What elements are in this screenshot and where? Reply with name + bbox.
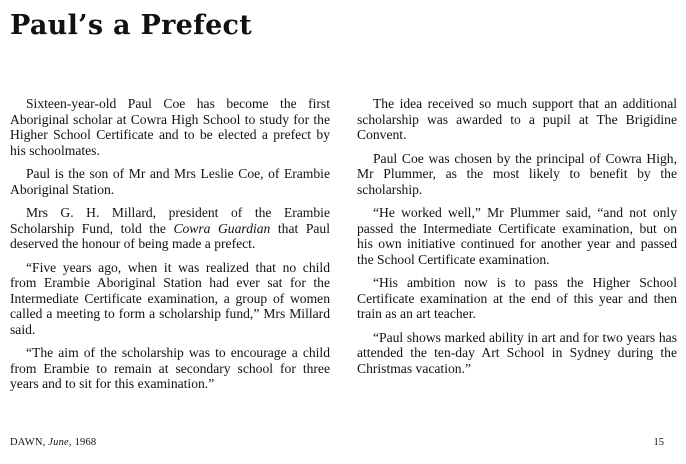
issue-year: 1968 bbox=[74, 437, 97, 448]
magazine-name: DAWN, bbox=[10, 437, 46, 448]
article-title: Paul’s a Prefect bbox=[10, 10, 253, 41]
paragraph: Sixteen-year-old Paul Coe has become the first Aboriginal scholar at Cowra High School to study for the Higher School Certificate and to be elected a prefect by his schoolmates. bbox=[10, 96, 330, 158]
paragraph bbox=[10, 205, 330, 252]
paragraph-text: that Paul deserved the honour of being made a prefect. bbox=[10, 220, 330, 251]
paragraph: “His ambition now is to pass the Higher School Certificate examination at the end of this year and then train as an art teacher. bbox=[357, 275, 677, 321]
paragraph: “Paul shows marked ability in art and for two years has attended the ten-day Art School in Sydney during the Christmas vacation.” bbox=[357, 329, 677, 376]
paragraph: Paul is the son of Mr and Mrs Leslie Coe, of Erambie Aboriginal Station. bbox=[10, 166, 330, 197]
paragraph: “He worked well,” Mr Plummer said, “and not only passed the Intermediate Certificate examination, but on his own initiative continued for another year and passed the School Certificate examination. bbox=[357, 205, 677, 267]
paragraph: “The aim of the scholarship was to encourage a child from Erambie to remain at secondary school for three years and to sit for this examination.” bbox=[10, 345, 330, 391]
footer-publication bbox=[10, 437, 96, 448]
paragraph: Paul Coe was chosen by the principal of Cowra High, Mr Plummer, as the most likely to benefit by the scholarship. bbox=[357, 150, 677, 197]
paragraph: The idea received so much support that an additional scholarship was awarded to a pupil at The Brigidine Convent. bbox=[357, 96, 677, 142]
paragraph: “Five years ago, when it was realized that no child from Erambie Aboriginal Station had ever sat for the Intermediate Certificate examination, a group of women called a meeting to form a scholarship fund,” Mrs Millard said. bbox=[10, 259, 330, 337]
paragraph-text: Mrs G. H. Millard, president of the Erambie Scholarship Fund, told the bbox=[10, 205, 330, 236]
left-column bbox=[10, 96, 330, 400]
page-number: 15 bbox=[653, 437, 664, 448]
issue-month: June, bbox=[48, 437, 72, 448]
right-column bbox=[357, 96, 677, 384]
newspaper-name: Cowra Guardian bbox=[173, 220, 271, 236]
